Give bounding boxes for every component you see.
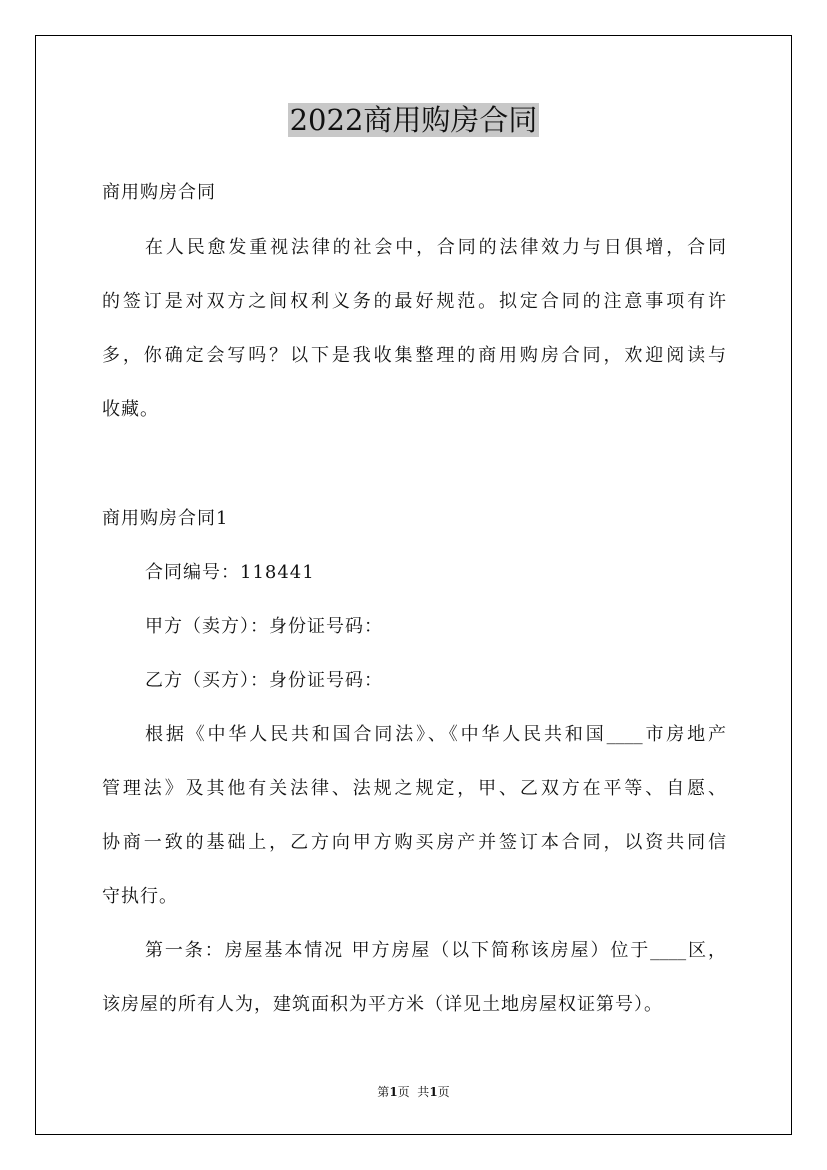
basis-paragraph-line: 协商一致的基础上，乙方向甲方购买房产并签订本合同，以资共同信 xyxy=(102,832,726,853)
footer-total-pages: 1 xyxy=(429,1085,438,1099)
contract-number: 合同编号：118441 xyxy=(145,562,315,583)
footer-page-number: 1 xyxy=(389,1085,398,1099)
intro-paragraph-line: 收藏。 xyxy=(102,399,159,420)
footer-middle: 页 共 xyxy=(397,1085,430,1099)
intro-paragraph-line: 在人民愈发重视法律的社会中，合同的法律效力与日俱增，合同 xyxy=(145,237,726,258)
contract-heading: 商用购房合同1 xyxy=(102,508,229,529)
article-1-line: 第一条：房屋基本情况 甲方房屋（以下简称该房屋）位于____区， xyxy=(145,940,726,961)
intro-paragraph-line: 的签订是对双方之间权利义务的最好规范。拟定合同的注意事项有许 xyxy=(102,291,726,312)
article-1-line: 该房屋的所有人为，建筑面积为平方米（详见土地房屋权证第号）。 xyxy=(102,994,663,1015)
basis-paragraph-line: 守执行。 xyxy=(102,886,178,907)
footer-prefix: 第 xyxy=(377,1085,390,1099)
intro-heading: 商用购房合同 xyxy=(102,182,216,203)
page-footer xyxy=(0,1084,827,1100)
basis-paragraph-line: 管理法》及其他有关法律、法规之规定，甲、乙双方在平等、自愿、 xyxy=(102,778,726,799)
party-b-line: 乙方（买方）：身份证号码： xyxy=(145,670,383,691)
basis-paragraph-line: 根据《中华人民共和国合同法》、《中华人民共和国____市房地产 xyxy=(145,724,726,745)
intro-paragraph-line: 多，你确定会写吗？以下是我收集整理的商用购房合同，欢迎阅读与 xyxy=(102,345,726,366)
footer-suffix: 页 xyxy=(437,1085,450,1099)
document-title-text: 2022商用购房合同 xyxy=(289,103,538,137)
party-a-line: 甲方（卖方）：身份证号码： xyxy=(145,616,383,637)
document-title xyxy=(0,100,827,140)
